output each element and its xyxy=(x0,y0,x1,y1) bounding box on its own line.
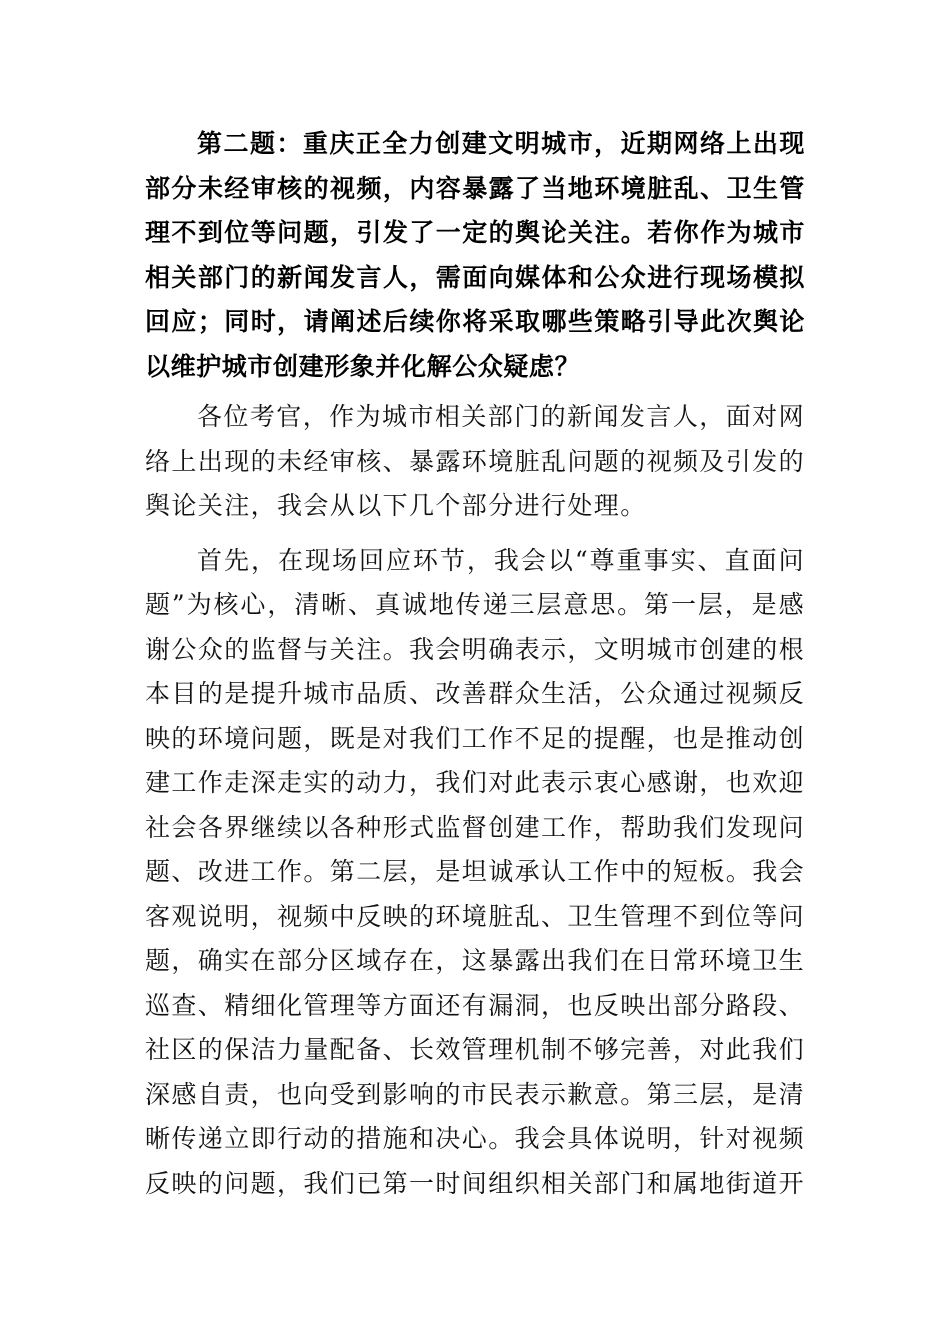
answer-paragraph-intro: 各位考官，作为城市相关部门的新闻发言人，面对网络上出现的未经审核、暴露环境脏乱问题的视频及引发的舆论关注，我会从以下几个部分进行处理。 xyxy=(145,402,806,520)
question-paragraph: 第二题：重庆正全力创建文明城市，近期网络上出现部分未经审核的视频，内容暴露了当地环境脏乱、卫生管理不到位等问题，引发了一定的舆论关注。若你作为城市相关部门的新闻发言人，需面向媒体和公众进行现场模拟回应；同时，请阐述后续你将采取哪些策略引导此次舆论以维护城市创建形象并化解公众疑虑？ xyxy=(145,129,805,381)
document-body xyxy=(145,122,805,1206)
answer-paragraph-first: 首先，在现场回应环节，我会以“尊重事实、直面问题”为核心，清晰、真诚地传递三层意思。第一层，是感谢公众的监督与关注。我会明确表示，文明城市创建的根本目的是提升城市品质、改善群众生活，公众通过视频反映的环境问题，既是对我们工作不足的提醒，也是推动创建工作走深走实的动力，我们对此表示衷心感谢，也欢迎社会各界继续以各种形式监督创建工作，帮助我们发现问题、改进工作。第二层，是坦诚承认工作中的短板。我会客观说明，视频中反映的环境脏乱、卫生管理不到位等问题，确实在部分区域存在，这暴露出我们在日常环境卫生巡查、精细化管理等方面还有漏洞，也反映出部分路段、社区的保洁力量配备、长效管理机制不够完善，对此我们深感自责，也向受到影响的市民表示歉意。第三层，是清晰传递立即行动的措施和决心。我会具体说明，针对视频反映的问题，我们已第一时间组织相关部门和属地街道开 xyxy=(145,545,806,1198)
